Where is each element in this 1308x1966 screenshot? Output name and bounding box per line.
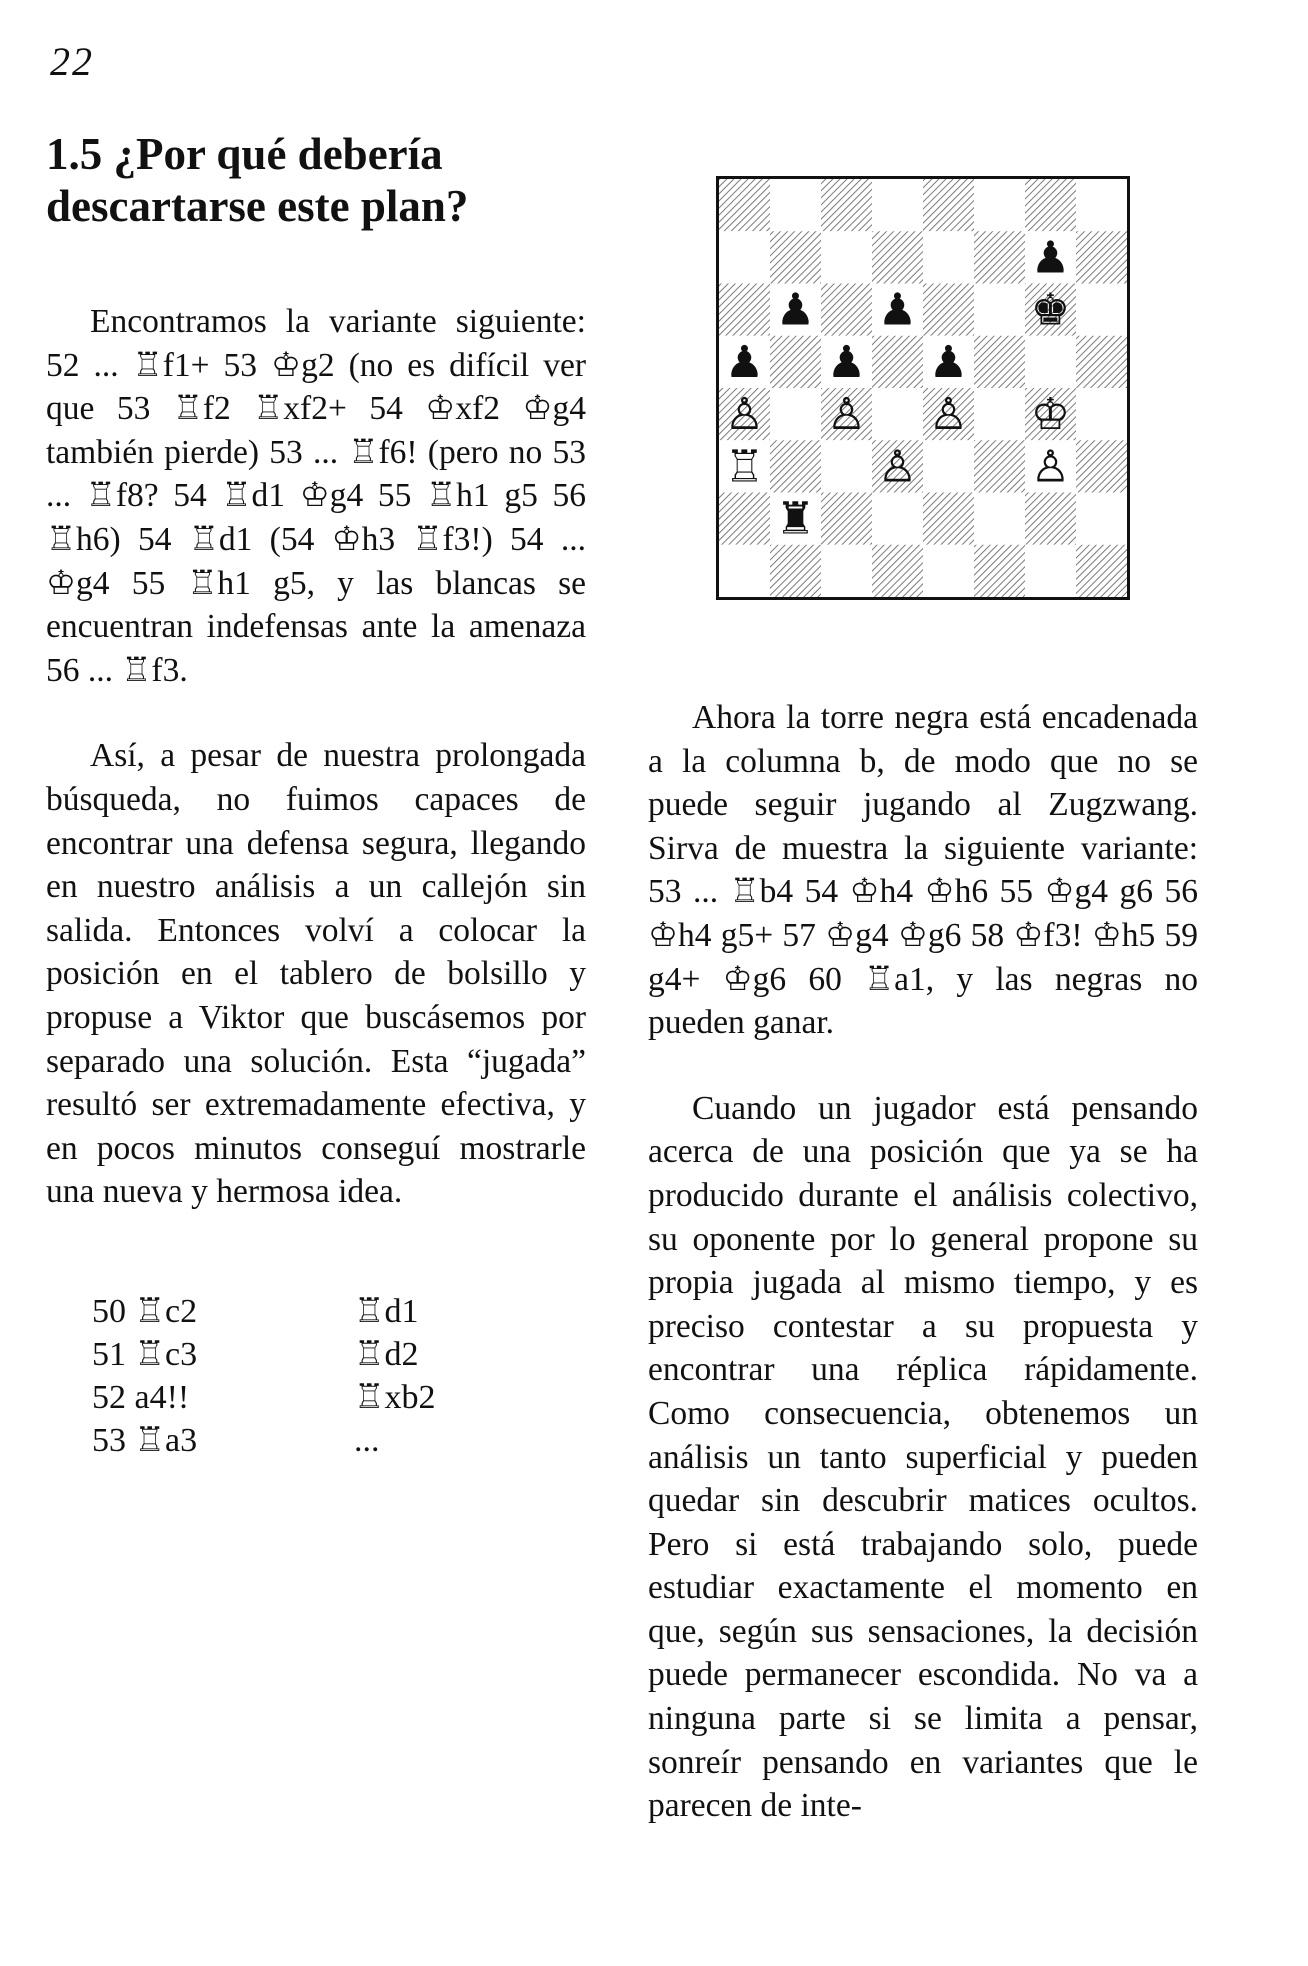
- black-move: ♖d1: [354, 1293, 419, 1330]
- board-square-c1: [821, 545, 872, 597]
- board-square-f2: [974, 493, 1025, 545]
- board-square-h1: [1076, 545, 1127, 597]
- page-number: 22: [50, 39, 94, 84]
- board-square-h3: [1076, 440, 1127, 492]
- board-square-h5: [1076, 336, 1127, 388]
- board-square-f4: [974, 388, 1025, 440]
- board-square-f3: [974, 440, 1025, 492]
- right-paragraph-2: Cuando un jugador está pensando acerca de una posición que ya se ha producido durante el análisis colectivo, su oponente por lo general propone su propia jugada al mismo tiempo, y es preciso contestar a su propuesta y encontrar una réplica rápidamente. Como consecuencia, obtenemos un análisis un tanto superficial y pueden quedar sin descubrir matices ocultos. Pero si está trabajando solo, puede estudiar exactamente el momento en que, según sus sensaciones, la decisión puede permanecer escondida. No va a ninguna parte si se limita a pensar, sonreír pensando en variantes que le parecen de inte-: [648, 1089, 1198, 1825]
- chess-piece-black-e5: ♟: [928, 336, 969, 388]
- board-square-c2: [821, 493, 872, 545]
- board-square-h6: [1076, 284, 1127, 336]
- board-square-d5: [872, 336, 923, 388]
- board-square-g2: [1025, 493, 1076, 545]
- board-square-c6: [821, 284, 872, 336]
- white-move: 50 ♖c2: [92, 1293, 198, 1330]
- board-square-e1: [923, 545, 974, 597]
- right-column: [648, 696, 1198, 1828]
- board-square-e6: [923, 284, 974, 336]
- board-square-b4: [770, 388, 821, 440]
- white-move: 52 a4!!: [92, 1379, 190, 1416]
- chess-piece-black-c5: ♟: [826, 336, 867, 388]
- left-paragraph-1: Encontramos la variante siguiente: 52 ... ♖f1+ 53 ♔g2 (no es difícil ver que 53 ♖f2 ♖xf2+ 54 ♔xf2 ♔g4 también pierde) 53 ... ♖f6! (pero no 53 ... ♖f8? 54 ♖d1 ♔g4 55 ♖h1 g5 56 ♖h6) 54 ♖d1 (54 ♔h3 ♖f3!) 54 ... ♔g4 55 ♖h1 g5, y las blancas se encuentran indefensas ante la amenaza 56 ... ♖f3.: [46, 303, 586, 689]
- board-square-g5: [1025, 336, 1076, 388]
- board-square-b7: [770, 231, 821, 283]
- board-square-d4: [872, 388, 923, 440]
- chess-piece-white-g3: ♙: [1030, 441, 1071, 493]
- board-square-d2: [872, 493, 923, 545]
- board-square-h7: [1076, 231, 1127, 283]
- move-row: [92, 1290, 435, 1333]
- chess-piece-black-a5: ♟: [724, 336, 765, 388]
- chess-piece-black-g6: ♚: [1030, 284, 1071, 336]
- board-square-b8: [770, 179, 821, 231]
- section-heading: 1.5 ¿Por qué debería descartarse este plan?: [46, 129, 469, 231]
- move-row: [92, 1419, 435, 1462]
- chess-piece-black-b2: ♜: [775, 493, 816, 545]
- black-move: ♖d2: [354, 1336, 419, 1373]
- black-move: ♖xb2: [354, 1379, 436, 1416]
- chess-piece-white-e4: ♙: [928, 389, 969, 441]
- board-square-f1: [974, 545, 1025, 597]
- board-square-a2: [719, 493, 770, 545]
- board-square-e3: [923, 440, 974, 492]
- board-square-e2: [923, 493, 974, 545]
- chess-piece-white-d3: ♙: [877, 441, 918, 493]
- board-square-b3: [770, 440, 821, 492]
- white-move: 51 ♖c3: [92, 1336, 198, 1373]
- board-square-e7: [923, 231, 974, 283]
- board-square-h8: [1076, 179, 1127, 231]
- board-square-a8: [719, 179, 770, 231]
- board-square-a6: [719, 284, 770, 336]
- board-square-e8: [923, 179, 974, 231]
- board-square-f8: [974, 179, 1025, 231]
- chess-board: [719, 179, 1127, 597]
- chess-piece-black-d6: ♟: [877, 284, 918, 336]
- board-square-f6: [974, 284, 1025, 336]
- board-square-c8: [821, 179, 872, 231]
- chess-piece-white-a3: ♖: [724, 441, 765, 493]
- board-square-b1: [770, 545, 821, 597]
- board-square-d7: [872, 231, 923, 283]
- white-move: 53 ♖a3: [92, 1422, 198, 1459]
- left-column: [46, 300, 586, 1214]
- board-square-d1: [872, 545, 923, 597]
- chess-piece-black-g7: ♟: [1030, 232, 1071, 284]
- chess-diagram: [716, 176, 1130, 600]
- board-square-g8: [1025, 179, 1076, 231]
- chess-piece-white-a4: ♙: [724, 389, 765, 441]
- move-row: [92, 1376, 435, 1419]
- board-square-h2: [1076, 493, 1127, 545]
- right-paragraph-1: Ahora la torre negra está encadenada a la columna b, de modo que no se puede seguir jugando al Zugzwang. Sirva de muestra la siguiente variante: 53 ... ♖b4 54 ♔h4 ♔h6 55 ♔g4 g6 56 ♔h4 g5+ 57 ♔g4 ♔g6 58 ♔f3! ♔h5 59 g4+ ♔g6 60 ♖a1, y las negras no pueden ganar.: [648, 699, 1198, 1042]
- move-row: [92, 1333, 435, 1376]
- chess-piece-black-b6: ♟: [775, 284, 816, 336]
- board-square-c3: [821, 440, 872, 492]
- black-move: ...: [354, 1422, 380, 1459]
- board-square-f7: [974, 231, 1025, 283]
- board-square-h4: [1076, 388, 1127, 440]
- move-list: [92, 1290, 435, 1462]
- board-square-a1: [719, 545, 770, 597]
- chess-piece-white-c4: ♙: [826, 389, 867, 441]
- left-paragraph-2: Así, a pesar de nuestra prolongada búsqueda, no fuimos capaces de encontrar una defensa segura, llegando en nuestro análisis a un callejón sin salida. Entonces volví a colocar la posición en el tablero de bolsillo y propuse a Viktor que buscásemos por separado una solución. Esta “jugada” resultó ser extremadamente efectiva, y en pocos minutos conseguí mostrarle una nueva y hermosa idea.: [46, 737, 586, 1211]
- board-square-f5: [974, 336, 1025, 388]
- board-square-a7: [719, 231, 770, 283]
- chess-piece-white-g4: ♔: [1030, 389, 1071, 441]
- board-square-c7: [821, 231, 872, 283]
- board-square-d8: [872, 179, 923, 231]
- board-square-g1: [1025, 545, 1076, 597]
- board-square-b5: [770, 336, 821, 388]
